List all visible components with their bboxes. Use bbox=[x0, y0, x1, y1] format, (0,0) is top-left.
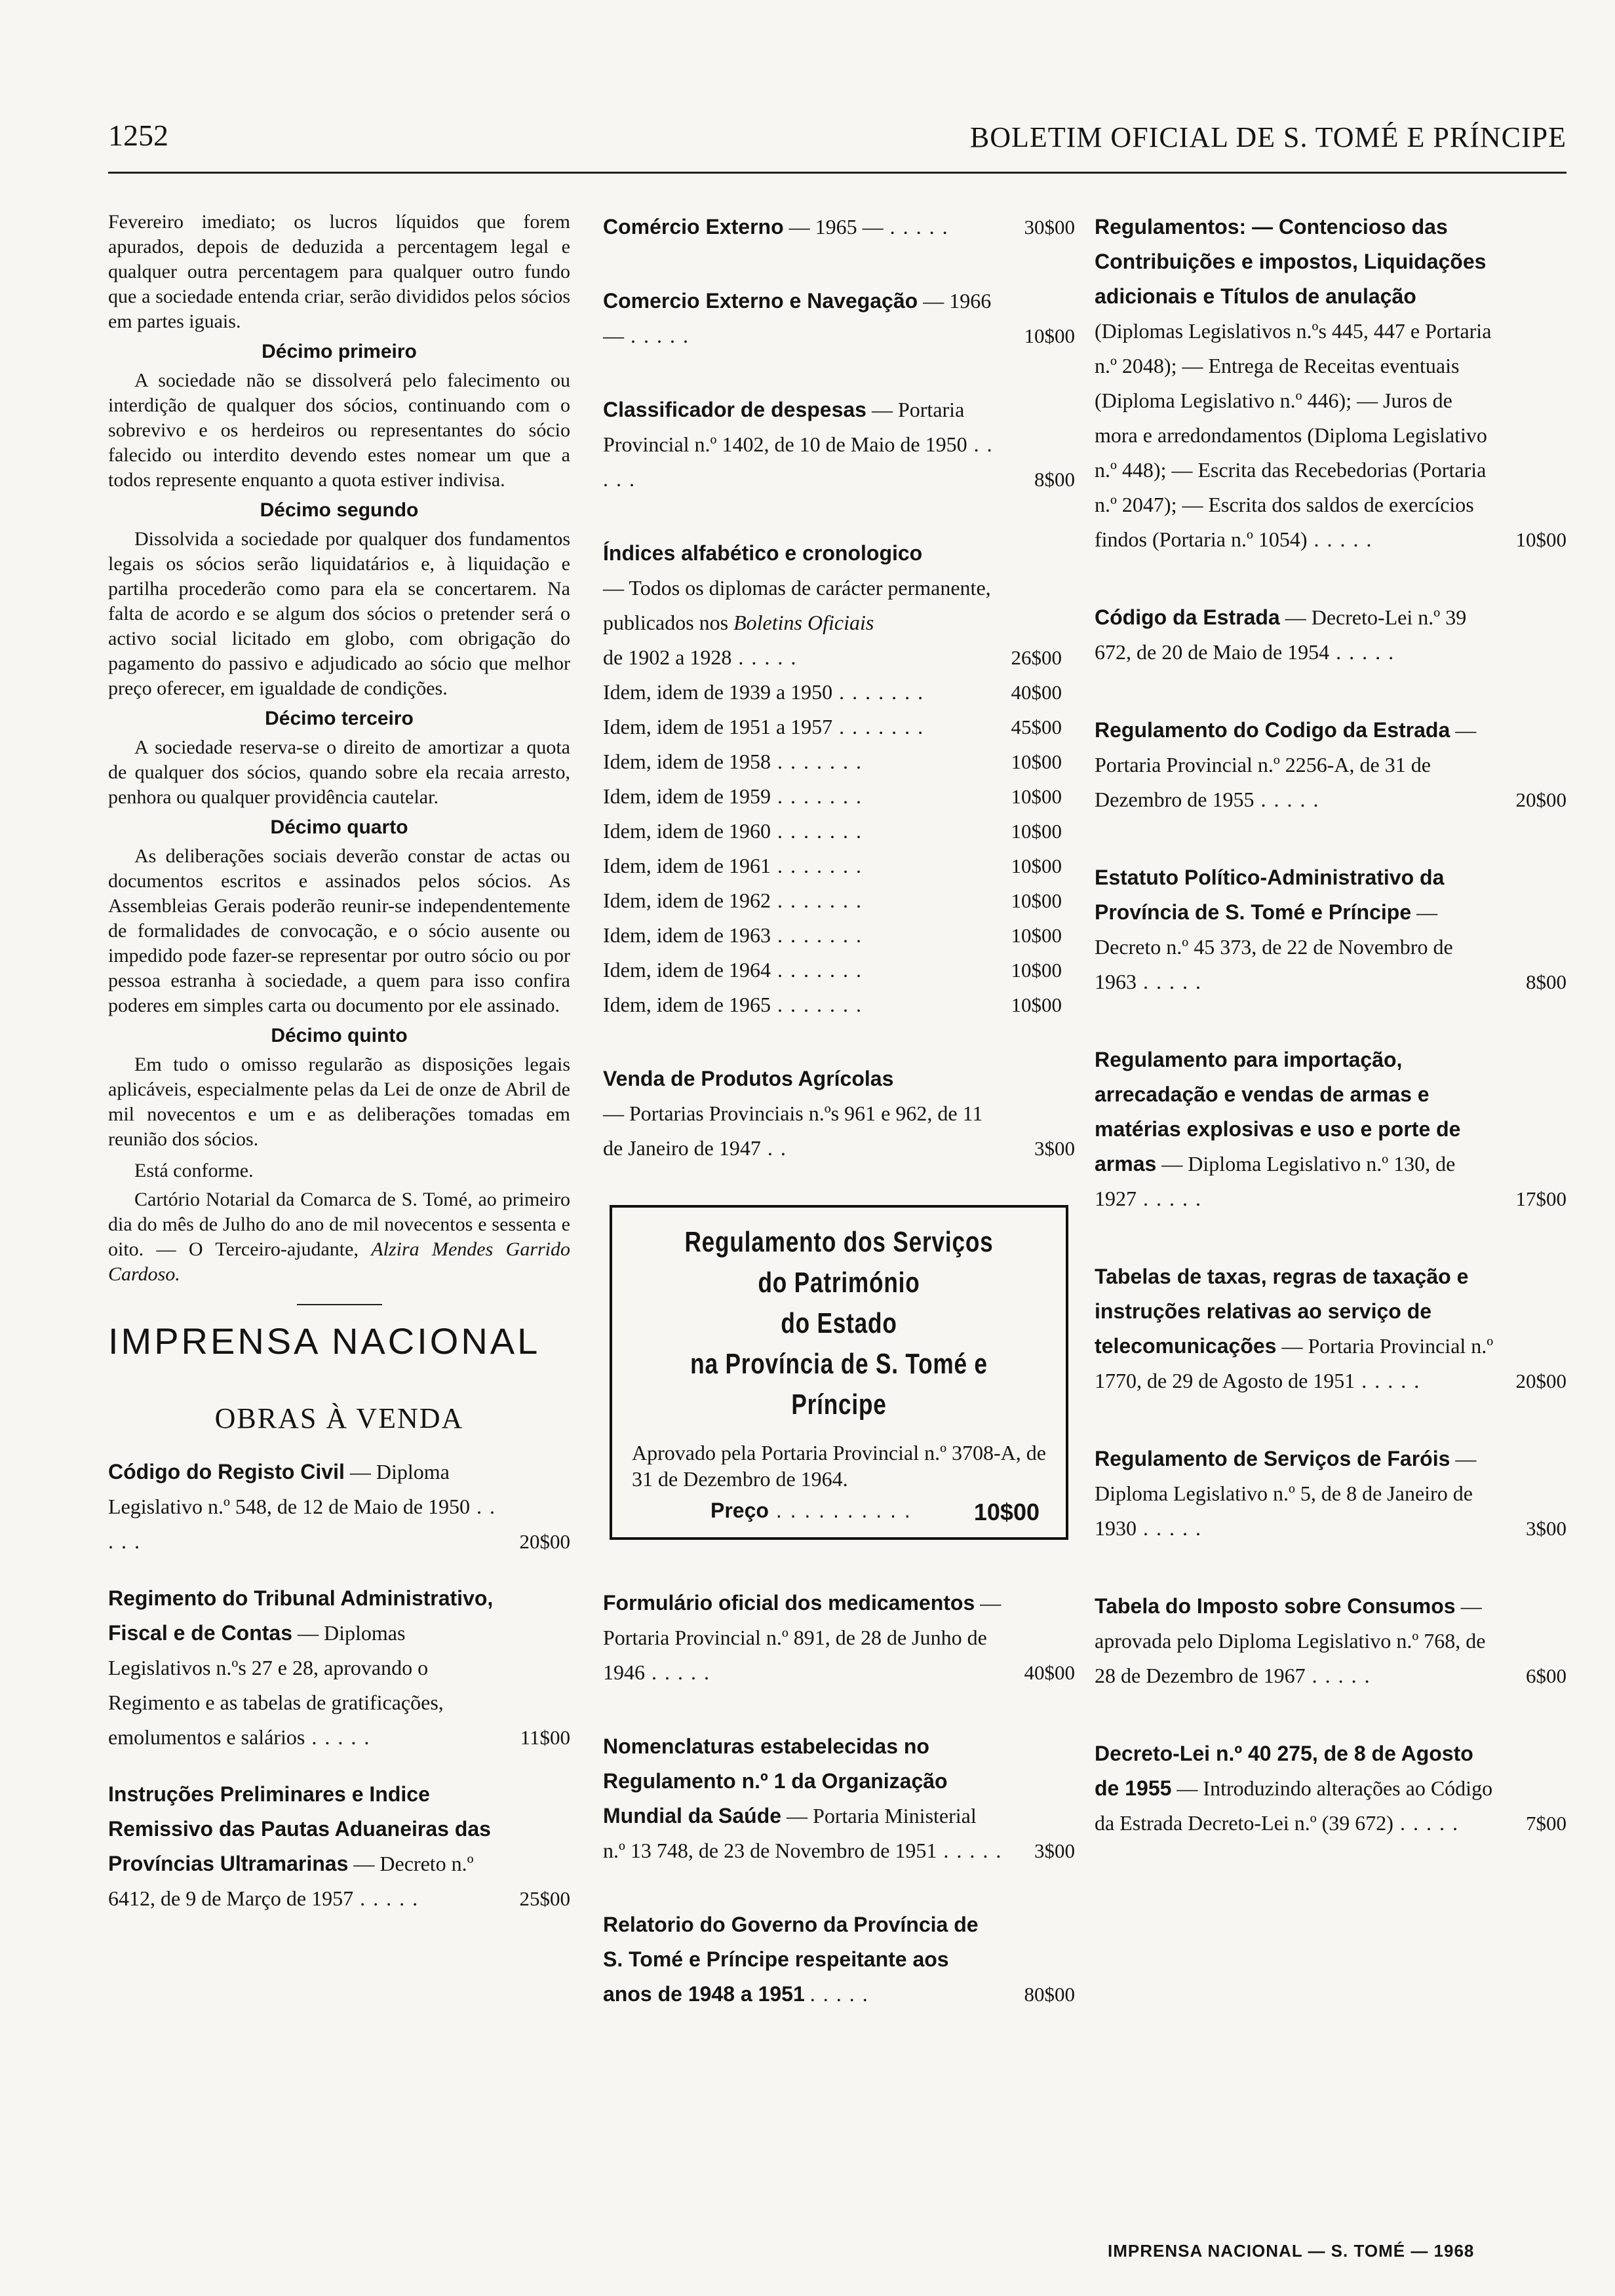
catalog-list-middle-bottom bbox=[603, 1586, 1075, 2012]
catalog-entry bbox=[603, 392, 1075, 497]
catalog-entry bbox=[1095, 1442, 1566, 1546]
index-row: Idem, idem de 1951 a 1957 . . . . . . . 45$00 bbox=[603, 710, 1075, 744]
entry-line: Regulamento para importação, arrecadação e vendas de armas e matérias explosivas e uso e porte de armas — Diploma Legislativo n.º 130, de 1927 . . . . . 17$00 bbox=[1095, 1043, 1566, 1216]
statute-closing: Está conforme. bbox=[134, 1160, 254, 1181]
price: 10$00 bbox=[1011, 889, 1062, 912]
entry-title: Instruções Preliminares e Indice Remissivo das Pautas Aduaneiras das Províncias Ultramarinas bbox=[108, 1782, 491, 1875]
page-number: 1252 bbox=[108, 119, 168, 152]
entry-desc: — Introduzindo alterações ao Código da Estrada Decreto-Lei n.º (39 672) bbox=[1095, 1776, 1493, 1835]
index-row-label: Idem, idem de 1958 bbox=[603, 750, 771, 773]
catalog-list-left bbox=[108, 1455, 570, 1916]
entry-line: Regulamento do Codigo da Estrada — Portaria Provincial n.º 2256-A, de 31 de Dezembro de 1955 . . . . . 20$00 bbox=[1095, 713, 1566, 817]
entry-desc: — Decreto-Lei n.º 39 672, de 20 de Maio de 1954 bbox=[1095, 605, 1467, 664]
entry-title: Nomenclaturas estabelecidas no Regulamento n.º 1 da Organização Mundial da Saúde bbox=[603, 1734, 948, 1827]
entry-title: Regulamento de Serviços de Faróis bbox=[1095, 1447, 1450, 1470]
catalog-entry bbox=[603, 1729, 1075, 1868]
entry-title: Tabela do Imposto sobre Consumos bbox=[1095, 1594, 1456, 1618]
entry-desc: — Diploma Legislativo n.º 548, de 12 de Maio de 1950 bbox=[108, 1460, 471, 1518]
catalog-entry bbox=[603, 1907, 1075, 2012]
price: 10$00 bbox=[1011, 820, 1062, 843]
entry-line: Nomenclaturas estabelecidas no Regulamento n.º 1 da Organização Mundial da Saúde — Portaria Ministerial n.º 13 748, de 23 de Novembro de 1951 . . . . . 3$00 bbox=[603, 1729, 1075, 1868]
price: 10$00 bbox=[1011, 959, 1062, 982]
patrimonio-notice-box bbox=[610, 1205, 1068, 1540]
price: 10$00 bbox=[1011, 924, 1062, 947]
catalog-list-middle-top bbox=[603, 210, 1075, 497]
price: 20$00 bbox=[1515, 1369, 1566, 1392]
statute-intro: Fevereiro imediato; os lucros líquidos que forem apurados, depois de deduzida a percentagem legal e qualquer outra percentagem para qualquer outro fundo que a sociedade entenda criar, serão divididos pelos sócios em partes iguais. bbox=[108, 211, 570, 332]
box-title-line1: Regulamento dos Serviços do Património bbox=[684, 1226, 994, 1299]
price: 8$00 bbox=[1526, 970, 1566, 993]
box-price-amount: 10$00 bbox=[973, 1499, 1040, 1525]
entry-title: Decreto-Lei n.º 40 275, de 8 de Agosto de 1955 bbox=[1095, 1742, 1473, 1800]
catalog-entry bbox=[1095, 713, 1566, 817]
section-heading: Décimo quinto bbox=[271, 1025, 408, 1046]
entry-desc: — Diplomas Legislativos n.ºs 27 e 28, aprovando o Regimento e as tabelas de gratificações, emolumentos e salários bbox=[108, 1621, 444, 1749]
entry-desc: — 1965 — bbox=[788, 215, 884, 239]
index-entry bbox=[603, 536, 1075, 1022]
obras-subtitle: OBRAS À VENDA bbox=[214, 1402, 464, 1434]
index-row: Idem, idem de 1961 . . . . . . . 10$00 bbox=[603, 849, 1075, 883]
price: 10$00 bbox=[1011, 785, 1062, 808]
catalog-entry bbox=[1095, 1736, 1566, 1841]
section-text: Em tudo o omisso regularão as disposições legais aplicáveis, especialmente pelas da Lei de onze de Abril de mil novecentos e um e as deliberações tomadas em reunião dos sócios. bbox=[108, 1054, 570, 1150]
section-text: A sociedade reserva-se o direito de amortizar a quota de qualquer dos sócios, quando sobre ela recaia arresto, penhora ou qualquer providência cautelar. bbox=[108, 737, 570, 808]
section-text: As deliberações sociais deverão constar de actas ou documentos escritos e assinados pelos sócios. As Assembleias Gerais poderão reunir-se independentemente de formalidades de convocação, e o sócio ausente ou impedido pode fazer-se representar por outro sócio ou por pessoa estranha à sociedade, a quem para isso confira poderes em simples carta ou documento por ele assinado. bbox=[108, 845, 570, 1016]
price: 40$00 bbox=[1024, 1661, 1075, 1684]
index-row-label: Idem, idem de 1965 bbox=[603, 993, 771, 1016]
catalog-entry bbox=[108, 1777, 570, 1916]
box-price: Preço . . . . . . . . . . 10$00 bbox=[710, 1499, 1040, 1525]
catalog-entry bbox=[603, 210, 1075, 244]
signature-text: Cartório Notarial da Comarca de S. Tomé, ao primeiro dia do mês de Julho do ano de mil novecentos e sessenta e oito. — O Terceiro-ajudante, bbox=[108, 1189, 570, 1260]
signature-name: Alzira Mendes Garrido Cardoso. bbox=[108, 1238, 571, 1285]
catalog-entry bbox=[1095, 860, 1566, 999]
statute-signature bbox=[108, 1187, 570, 1287]
index-row-label: Idem, idem de 1951 a 1957 bbox=[603, 715, 833, 738]
price: 10$00 bbox=[1011, 750, 1062, 773]
entry-desc: — 1966 — bbox=[603, 289, 992, 347]
column-middle bbox=[603, 210, 1075, 2051]
entry-line: Formulário oficial dos medicamentos — Portaria Provincial n.º 891, de 28 de Junho de 1946 . . . . . 40$00 bbox=[603, 1586, 1075, 1690]
price: 26$00 bbox=[1011, 646, 1062, 669]
box-title-line3: na Província de S. Tomé e Príncipe bbox=[690, 1348, 988, 1421]
entry-title: Formulário oficial dos medicamentos bbox=[603, 1591, 975, 1615]
entry-title: Classificador de despesas bbox=[603, 398, 866, 421]
price: 6$00 bbox=[1526, 1664, 1566, 1687]
index-row: Idem, idem de 1965 . . . . . . . 10$00 bbox=[603, 987, 1075, 1022]
price: 17$00 bbox=[1515, 1187, 1566, 1210]
entry-desc: — Portaria Provincial n.º 891, de 28 de Junho de 1946 bbox=[603, 1591, 1002, 1684]
section-text: Dissolvida a sociedade por qualquer dos fundamentos legais os sócios serão liquidatários e, à liquidação e partilha procederão como para ela se concertarem. Na falta de acordo e se algum dos sócios o pretender será o activo social licitado em globo, com obrigação do pagamento do passivo e adjudicado ao sócio que melhor preço oferecer, em igualdade de condições. bbox=[108, 528, 570, 699]
price: 25$00 bbox=[519, 1887, 570, 1910]
footer-imprint: IMPRENSA NACIONAL — S. TOMÉ — 1968 bbox=[1108, 2241, 1475, 2261]
entry-desc: — aprovada pelo Diploma Legislativo n.º 768, de 28 de Dezembro de 1967 bbox=[1095, 1594, 1486, 1687]
index-row-label: Idem, idem de 1964 bbox=[603, 958, 771, 982]
entry-desc: — Portaria Provincial n.º 1770, de 29 de Agosto de 1951 bbox=[1095, 1334, 1494, 1392]
index-row-label: Idem, idem de 1959 bbox=[603, 784, 771, 808]
index-row-label: Idem, idem de 1960 bbox=[603, 819, 771, 843]
index-row: Idem, idem de 1962 . . . . . . . 10$00 bbox=[603, 883, 1075, 918]
entry-line: Tabela do Imposto sobre Consumos — aprovada pelo Diploma Legislativo n.º 768, de 28 de Dezembro de 1967 . . . . . 6$00 bbox=[1095, 1589, 1566, 1693]
venda-entry: Venda de Produtos Agrícolas — Portarias Provinciais n.ºs 961 e 962, de 11 de Janeiro de 1947 . . 3$00 bbox=[603, 1062, 1075, 1166]
index-row: Idem, idem de 1939 a 1950 . . . . . . . 40$00 bbox=[603, 675, 1075, 710]
price: 20$00 bbox=[519, 1530, 570, 1553]
entry-title: Relatorio do Governo da Província de S. Tomé e Príncipe respeitante aos anos de 1948 a 1951 bbox=[603, 1913, 979, 2006]
price: 30$00 bbox=[1024, 216, 1075, 239]
entry-line: Comercio Externo e Navegação — 1966 — . . . . . 10$00 bbox=[603, 284, 1075, 353]
entry-line: Decreto-Lei n.º 40 275, de 8 de Agosto de 1955 — Introduzindo alterações ao Código da Estrada Decreto-Lei n.º (39 672) . . . . . 7$00 bbox=[1095, 1736, 1566, 1841]
entry-title: Regulamentos: — Contencioso das Contribuições e impostos, Liquidações adicionais e Títulos de anulação bbox=[1095, 215, 1487, 308]
section-heading: Décimo primeiro bbox=[262, 341, 417, 362]
price: 40$00 bbox=[1011, 681, 1062, 704]
entry-line: Relatorio do Governo da Província de S. Tomé e Príncipe respeitante aos anos de 1948 a 1951 . . . . . 80$00 bbox=[603, 1907, 1075, 2012]
index-first-row: de 1902 a 1928 . . . . . 26$00 bbox=[603, 640, 1075, 675]
entry-title: Código da Estrada bbox=[1095, 605, 1280, 629]
header-rule bbox=[108, 172, 1566, 174]
catalog-entry bbox=[1095, 1043, 1566, 1216]
column-left bbox=[108, 210, 570, 1938]
entry-line: Comércio Externo — 1965 — . . . . . 30$00 bbox=[603, 210, 1075, 244]
price: 20$00 bbox=[1515, 788, 1566, 811]
index-row: Idem, idem de 1958 . . . . . . . 10$00 bbox=[603, 744, 1075, 779]
entry-line: Regulamento de Serviços de Faróis — Diploma Legislativo n.º 5, de 8 de Janeiro de 1930 . . . . . 3$00 bbox=[1095, 1442, 1566, 1546]
divider bbox=[297, 1304, 382, 1305]
entry-desc: — Portaria Ministerial n.º 13 748, de 23 de Novembro de 1951 bbox=[603, 1804, 977, 1862]
section-heading: Décimo segundo bbox=[260, 499, 419, 521]
entry-title: Regimento do Tribunal Administrativo, Fiscal e de Contas bbox=[108, 1586, 494, 1645]
catalog-entry bbox=[1095, 210, 1566, 557]
index-row-label: Idem, idem de 1939 a 1950 bbox=[603, 680, 833, 704]
entry-desc: (Diplomas Legislativos n.ºs 445, 447 e Portaria n.º 2048); — Entrega de Receitas eventuais (Diploma Legislativo n.º 446); — Juros de mora e arredondamentos (Diploma Legislativo n.º 448); — Escrita das Recebedorias (Portaria n.º 2047); — Escrita dos saldos de exercícios findos (Portaria n.º 1054) bbox=[1095, 319, 1492, 551]
entry-title: Regulamento do Codigo da Estrada bbox=[1095, 718, 1450, 742]
index-row-label: Idem, idem de 1962 bbox=[603, 889, 771, 912]
journal-title: BOLETIM OFICIAL DE S. TOMÉ E PRÍNCIPE bbox=[969, 121, 1566, 153]
index-rows bbox=[603, 675, 1075, 1022]
entry-line: Código da Estrada — Decreto-Lei n.º 39 672, de 20 de Maio de 1954 . . . . . bbox=[1095, 605, 1467, 664]
price: 11$00 bbox=[520, 1726, 570, 1749]
entry-title: Regulamento para importação, arrecadação e vendas de armas e matérias explosivas e uso e porte de armas bbox=[1095, 1048, 1461, 1176]
price: 10$00 bbox=[1011, 993, 1062, 1016]
index-row: Idem, idem de 1963 . . . . . . . 10$00 bbox=[603, 918, 1075, 953]
price: 10$00 bbox=[1024, 324, 1075, 347]
entry-desc: — Portaria Provincial n.º 2256-A, de 31 de Dezembro de 1955 bbox=[1095, 718, 1477, 811]
index-row: Idem, idem de 1960 . . . . . . . 10$00 bbox=[603, 814, 1075, 849]
catalog-entry bbox=[1095, 1259, 1566, 1398]
page-header bbox=[108, 118, 1566, 157]
index-row-label: Idem, idem de 1961 bbox=[603, 854, 771, 877]
entry-line: Estatuto Político-Administrativo da Província de S. Tomé e Príncipe — Decreto n.º 45 373, de 22 de Novembro de 1963 . . . . . 8$00 bbox=[1095, 860, 1566, 999]
entry-desc: — Decreto n.º 6412, de 9 de Março de 1957 bbox=[108, 1852, 474, 1910]
index-row: Idem, idem de 1959 . . . . . . . 10$00 bbox=[603, 779, 1075, 814]
entry-title: Comércio Externo bbox=[603, 215, 784, 239]
entry-desc: — Decreto n.º 45 373, de 22 de Novembro de 1963 bbox=[1095, 900, 1453, 993]
entry-title: Comercio Externo e Navegação bbox=[603, 289, 918, 313]
index-lead: — Todos os diplomas de carácter permanente, publicados nos Boletins Oficiais bbox=[603, 576, 991, 634]
entry-line: Regulamentos: — Contencioso das Contribuições e impostos, Liquidações adicionais e Títulos de anulação (Diplomas Legislativos n.ºs 445, 447 e Portaria n.º 2048); — Entrega de Receitas eventuais (Diploma Legislativo n.º 446); — Juros de mora e arredondamentos (Diploma Legislativo n.º 448); — Escrita das Recebedorias (Portaria n.º 2047); — Escrita dos saldos de exercícios findos (Portaria n.º 1054) . . . . . 10$00 bbox=[1095, 210, 1566, 557]
entry-line: Instruções Preliminares e Indice Remissivo das Pautas Aduaneiras das Províncias Ultramarinas — Decreto n.º 6412, de 9 de Março de 1957 . . . . . 25$00 bbox=[108, 1777, 570, 1916]
catalog-entry bbox=[1095, 1589, 1566, 1693]
section-text: A sociedade não se dissolverá pelo falecimento ou interdição de qualquer dos sócios, continuando com o sobrevivo e os herdeiros ou representantes do sócio falecido ou interdito devendo estes nomear um que a todos represente enquanto a quota estiver indivisa. bbox=[108, 370, 570, 491]
entry-title: Estatuto Político-Administrativo da Província de S. Tomé e Príncipe bbox=[1095, 866, 1445, 924]
entry-title: Código do Registo Civil bbox=[108, 1460, 345, 1483]
catalog-entry bbox=[1095, 600, 1566, 670]
entry-line: Classificador de despesas — Portaria Provincial n.º 1402, de 10 de Maio de 1950 . . . . . 8$00 bbox=[603, 392, 1075, 497]
index-row: Idem, idem de 1964 . . . . . . . 10$00 bbox=[603, 953, 1075, 987]
index-row-label: Idem, idem de 1963 bbox=[603, 923, 771, 947]
price: 3$00 bbox=[1034, 1839, 1075, 1862]
price: 10$00 bbox=[1515, 528, 1566, 551]
section-heading: Décimo terceiro bbox=[265, 708, 414, 729]
statute-sections bbox=[108, 339, 570, 1152]
statute-text bbox=[108, 210, 570, 1287]
catalog-entry bbox=[603, 284, 1075, 353]
column-right bbox=[1095, 210, 1566, 1884]
index-title: Índices alfabético e cronologico bbox=[603, 541, 923, 565]
imprensa-title: IMPRENSA NACIONAL bbox=[108, 1320, 541, 1362]
catalog-entry bbox=[108, 1455, 570, 1559]
section-heading: Décimo quarto bbox=[270, 816, 408, 838]
entry-desc: — Portaria Provincial n.º 1402, de 10 de Maio de 1950 bbox=[603, 398, 967, 456]
catalog-list-right bbox=[1095, 210, 1566, 1841]
entry-title: Tabelas de taxas, regras de taxação e instruções relativas ao serviço de telecomunicações bbox=[1095, 1265, 1469, 1358]
entry-desc: — Diploma Legislativo n.º 5, de 8 de Janeiro de 1930 bbox=[1095, 1447, 1477, 1540]
price: 45$00 bbox=[1011, 716, 1062, 738]
box-text: Aprovado pela Portaria Provincial n.º 3708-A, de 31 de Dezembro de 1964. bbox=[632, 1441, 1046, 1491]
price: 7$00 bbox=[1526, 1812, 1566, 1835]
entry-line: Regimento do Tribunal Administrativo, Fiscal e de Contas — Diplomas Legislativos n.ºs 27 e 28, aprovando o Regimento e as tabelas de gratificações, emolumentos e salários . . . . . 11$00 bbox=[108, 1581, 570, 1755]
catalog-entry bbox=[603, 1586, 1075, 1690]
price: 10$00 bbox=[1011, 854, 1062, 877]
price: 3$00 bbox=[1034, 1137, 1075, 1160]
price: 3$00 bbox=[1526, 1517, 1566, 1540]
entry-line: Tabelas de taxas, regras de taxação e instruções relativas ao serviço de telecomunicações — Portaria Provincial n.º 1770, de 29 de Agosto de 1951 . . . . . 20$00 bbox=[1095, 1259, 1566, 1398]
entry-line: Código do Registo Civil — Diploma Legislativo n.º 548, de 12 de Maio de 1950 . . . . . 20$00 bbox=[108, 1455, 570, 1559]
box-title-line2: do Estado bbox=[781, 1307, 897, 1339]
entry-desc: — Diploma Legislativo n.º 130, de 1927 bbox=[1095, 1152, 1456, 1210]
catalog-entry bbox=[108, 1581, 570, 1755]
price: 80$00 bbox=[1024, 1983, 1075, 2006]
price: 8$00 bbox=[1034, 468, 1075, 491]
